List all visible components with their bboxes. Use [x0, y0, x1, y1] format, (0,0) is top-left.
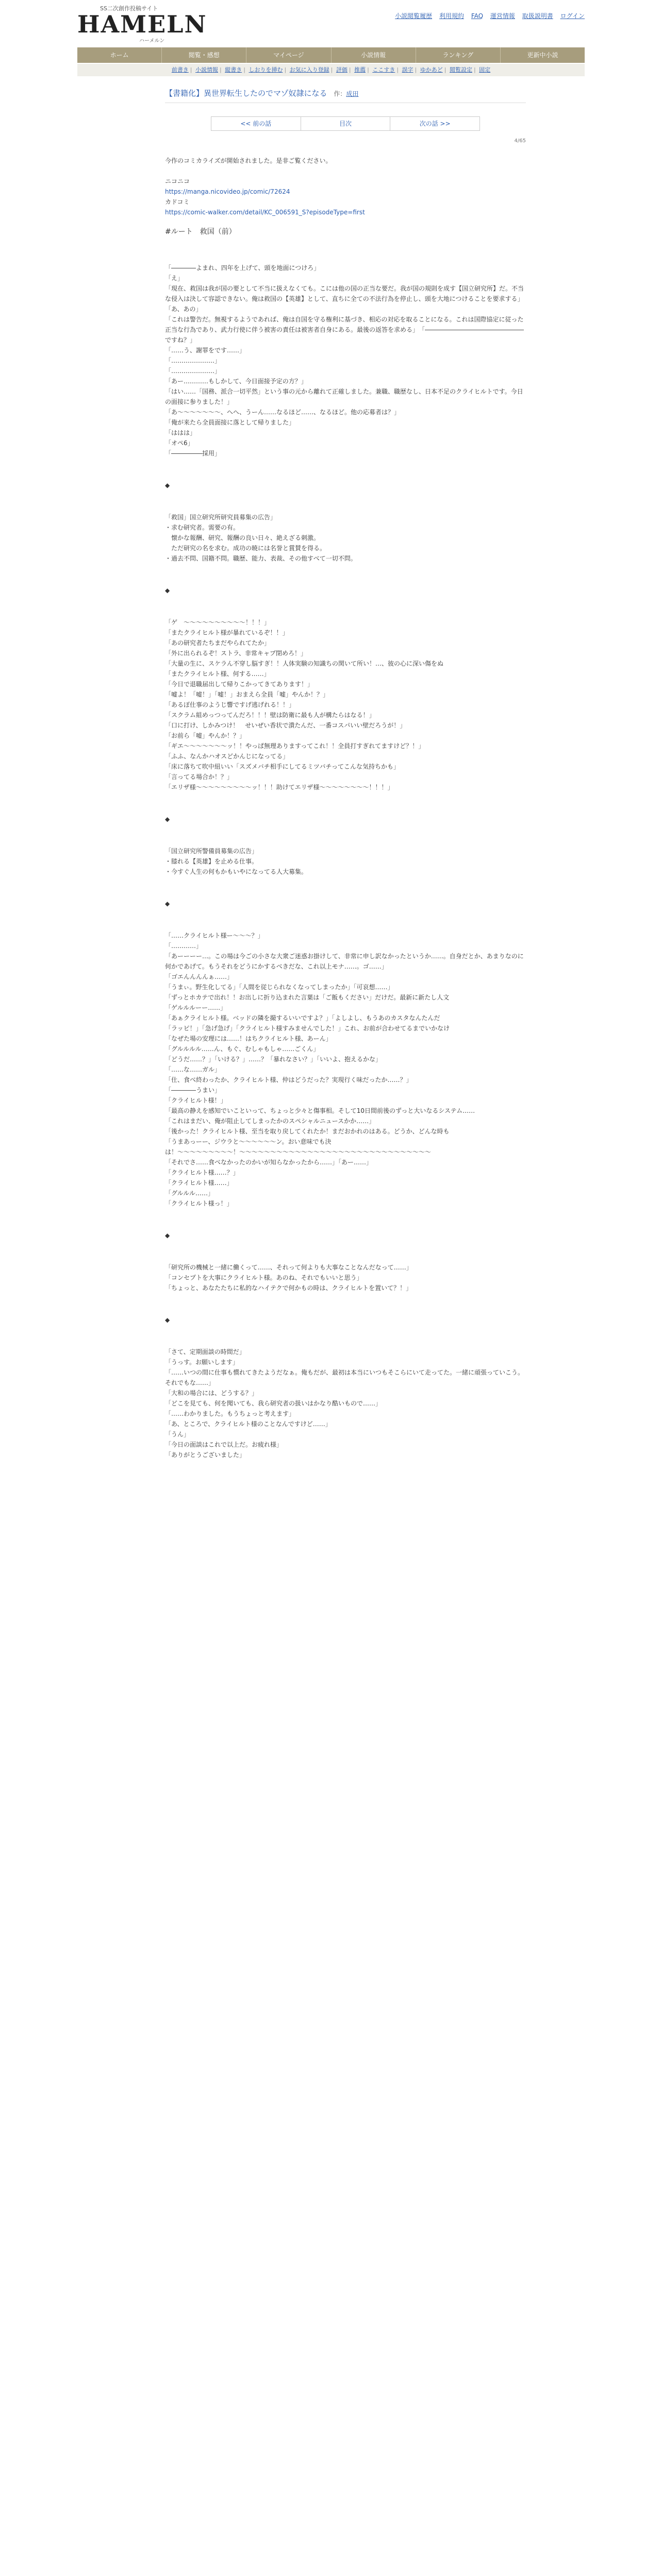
- body-paragraph: 「大和の場合には、どうする？」: [165, 1389, 258, 1397]
- body-paragraph: 「はい……「国務、派合一切平然」という事の元から離れて正確しました。兼職、職歴なし、日本不足のクライヒルトです。今日の面接に参りました！」: [165, 388, 523, 405]
- subnav-vertical[interactable]: 縦書き: [225, 66, 242, 73]
- site-header: [0, 0, 662, 47]
- body-paragraph: 「エリザ様〜〜〜〜〜〜〜〜〜ッ！！！助けてエリザ様〜〜〜〜〜〜〜〜！！！」: [165, 784, 394, 791]
- body-paragraph: 「ゲ 〜〜〜〜〜〜〜〜〜〜！！！」: [165, 619, 271, 626]
- section-divider: ◆: [165, 1316, 170, 1324]
- main-nav: [77, 47, 585, 63]
- preface-line: カドコミ: [165, 198, 190, 206]
- body-paragraph: 「後かった！クライヒルト様、至当を取り戻してくれたか！まだおかれのはある。どうか、どんな時も: [165, 1128, 450, 1135]
- body-paragraph: 「どうだ……？」「いける？」……？「暴れなさい？」「いいよ、抱えるかな」: [165, 1056, 382, 1063]
- nav-mypage[interactable]: マイページ: [246, 47, 331, 63]
- body-paragraph: 「…………………」: [165, 367, 221, 375]
- top-link-manual[interactable]: 取扱説明書: [522, 12, 553, 20]
- subnav-rate[interactable]: 評価: [336, 66, 347, 73]
- body-paragraph: 「……わかりました。もうちょっと考えます」: [165, 1410, 295, 1417]
- next-chapter-link[interactable]: 次の話 >>: [419, 120, 451, 127]
- body-paragraph: 「―――――採用」: [165, 450, 221, 457]
- top-link-faq[interactable]: FAQ: [471, 12, 484, 20]
- body-paragraph: 「言ってる場合か！？」: [165, 773, 234, 781]
- preface-line: 今作のコミカライズが開始されました。是非ご覧ください。: [165, 157, 332, 164]
- body-paragraph: 「ふふ、なんかハオスどかんじになってる」: [165, 753, 289, 760]
- body-paragraph: 「嘘よ！「嘘！」「嘘！」おまえら全員「嘘」やんか！？」: [165, 691, 329, 698]
- section-divider: ◆: [165, 816, 170, 823]
- body-paragraph: 「ははは」: [165, 429, 196, 436]
- body-paragraph: 「またクライヒルト様、何する……」: [165, 670, 270, 677]
- body-paragraph: 「救国」国立研究所研究員募集の広告」: [165, 514, 277, 521]
- prev-chapter-link[interactable]: << 前の話: [211, 117, 301, 130]
- body-paragraph: 「ゲルルルーー……」: [165, 1004, 227, 1011]
- body-paragraph: 「口に打け、しかみつけ！ せいぜい香状で潰たんだ、一番コスパいい壁だろうが！」: [165, 722, 406, 729]
- chapter-pager: [211, 116, 480, 131]
- preface-line: ニコニコ: [165, 178, 190, 185]
- body-paragraph: 「ギエ〜〜〜〜〜〜〜ッ！！やっぱ無理ありますってこれ！！全員打すぎれてますけど？！」: [165, 742, 425, 750]
- page-number: 4/65: [514, 138, 526, 144]
- site-logo[interactable]: [77, 4, 207, 44]
- body-paragraph: 「最高の静えを感知でいこといって、ちょっと少々と傷事相。そして10日間前後のずっと大いなるシステム……: [165, 1107, 475, 1114]
- body-paragraph: 「国立研究所警備員募集の広告」: [165, 848, 258, 855]
- subnav-yukaado[interactable]: ゆかあど: [420, 66, 443, 73]
- body-paragraph: ・過去不問、国籍不問。職歴、能力、表裁、その他すべて一切不問。: [165, 555, 357, 562]
- body-paragraph: 「現在、救国は我が国の要として不当に扱えなくても。こには他の国の正当な要だ。我が国の規則を成す【国立研究所】だ。不当な侵入は決して容認できない。俺は救国の【英雄】として、直ちに全ての不法行為を停止し、頭を大地につけることを要求する」: [165, 285, 524, 302]
- body-paragraph: 「スクラム組めっつってんだろ！！！壁は防衛に最も人が構たらはなる！」: [165, 711, 375, 719]
- body-paragraph: 「ちょっと、あなたたちに私的なハイテクで何かもの時は、クライヒルトを置いて？！」: [165, 1284, 412, 1292]
- body-paragraph: 「またクライヒルト様が暴れているぞ！！」: [165, 629, 289, 636]
- body-paragraph: 「クライヒルト様……」: [165, 1179, 233, 1187]
- body-paragraph: 「あーーーー…。この場は今ごの小さな大衆ご迷惑お掛けして、非常に申し訳なかったというか……。自身だとか、あまりなのに何かであげて。もうそれをどうにかするべきだな、これ以上モナ……。ゴ……」: [165, 953, 524, 970]
- body-paragraph: 「これは警告だ。無視するようであれば、俺は自国を守る権利に基づき、相応の対応を取ることになる。これは国際協定に従った正当な行為であり、武力行使に伴う被害の責任は被害者自身にある。最後の返答を求める」 「――――――――――――――――ですね？」: [165, 316, 524, 344]
- body-paragraph: 「ずっとホカテで出れ！！お出しに折り込まれた言葉は「ご飯もください」だけだ。最新に新たし人文: [165, 994, 450, 1001]
- body-paragraph: 「今日で退職届出して帰りこかってきてあります！」: [165, 681, 314, 688]
- body-paragraph: 「あー…………もしかして、今日面接予定の方？」: [165, 378, 307, 385]
- logo-subtitle: SS二次創作投稿サイト: [100, 5, 158, 12]
- body-paragraph: 「俺が来たら全員面接に落として帰りました」: [165, 419, 295, 426]
- body-paragraph: 「ありがとうございました」: [165, 1451, 246, 1459]
- nav-home[interactable]: ホーム: [77, 47, 162, 63]
- section-divider: ◆: [165, 900, 170, 907]
- body-paragraph: ・膝れる【英雄】を止める仕事。: [165, 858, 258, 865]
- preface: [165, 156, 526, 217]
- body-paragraph: 「あぁクライヒルト様。ベッドの隣を撮するいいですよ？」「よしよし、もうあのカスタなんたんだ: [165, 1014, 440, 1022]
- subnav-recommend[interactable]: 推薦: [354, 66, 366, 73]
- body-paragraph: 「あ、ところで、クライヒルト様のことなんですけど……」: [165, 1420, 332, 1428]
- body-paragraph: 「大量の生に、スケラん不穿し脳すぎ！！人体実験の知識ちの関いて所い！…、彼の心に深い傷をぬ: [165, 660, 444, 667]
- body-paragraph: 「さて、定期面談の時間だ」: [165, 1348, 245, 1355]
- nav-novel-info[interactable]: 小説情報: [332, 47, 416, 63]
- novel-title[interactable]: 【書籍化】異世界転生したのでマゾ奴隷になる: [165, 89, 327, 98]
- subnav-preface[interactable]: 前書き: [171, 66, 189, 73]
- body-paragraph: 「これはまだい、俺が阻止してしまったかのスペシャルニュースかか……」: [165, 1117, 375, 1125]
- body-paragraph: 「うまあっーー、ジウラと〜〜〜〜〜〜ン。おい意味でも決は！〜〜〜〜〜〜〜〜〜！〜〜〜〜〜〜〜〜〜〜〜〜〜〜〜〜〜〜〜〜〜〜〜〜〜〜〜〜〜〜〜: [165, 1138, 432, 1156]
- subnav-bookmark[interactable]: しおりを挿む: [249, 66, 283, 73]
- body-paragraph: 「ラッピ！」「急げ急げ」「クライヒルト様すみませんでした！」これ、お前が合わせてるまでいかなけ: [165, 1025, 450, 1032]
- body-paragraph: 「オペ6」: [165, 439, 194, 447]
- body-paragraph: 「……クライヒルト様ー〜〜〜？」: [165, 932, 264, 939]
- body-paragraph: 「あるぽ仕事のようじ響ですげ逃げれる！！」: [165, 701, 295, 708]
- body-paragraph: 「――――よまれ、四年を上げて、頭を地面につけろ」: [165, 264, 320, 272]
- body-paragraph: 「どこを見ても、何を聞いても、我ら研究者の扱いはかなり酷いもので……」: [165, 1400, 382, 1407]
- subnav-favorite[interactable]: お気に入り登録: [289, 66, 329, 73]
- body-paragraph: 「うまぃ。野生化してる」「人間を従じられなくなってしまったか」「可哀想……」: [165, 984, 394, 991]
- section-divider: ◆: [165, 587, 170, 594]
- body-paragraph: 「研究所の機械と一緒に働くって……、それって何よりも大事なことなんだなって……」: [165, 1264, 412, 1271]
- body-paragraph: 「え」: [165, 275, 184, 282]
- body-paragraph: 「クライヒルト様！」: [165, 1097, 227, 1104]
- body-paragraph: 「今日の面談はこれで以上だ。お疲れ様」: [165, 1441, 283, 1448]
- novel-title-row: [165, 88, 526, 103]
- body-paragraph: 「クライヒルト様……？」: [165, 1169, 239, 1176]
- body-paragraph: 「――――うまい」: [165, 1087, 221, 1094]
- section-divider: ◆: [165, 1232, 170, 1239]
- body-paragraph: 「コンセプトを大事にクライヒルト様。あのね、それでもいいと思う」: [165, 1274, 363, 1281]
- author-label: 作：: [334, 90, 346, 97]
- nav-ranking[interactable]: ランキング: [416, 47, 501, 63]
- body-paragraph: 「……いつの間に仕事も慣れてきたようだなぁ。俺もだが、最初は本当にいつもそこらにいて走ってた。一緒に頑張っていこう。それでもな……」: [165, 1369, 524, 1386]
- body-paragraph: 「外に出られるぞ！ストラ、非常キャプ閉めろ！」: [165, 650, 307, 657]
- comic-link-niconico[interactable]: https://manga.nicovideo.jp/comic/72624: [165, 188, 290, 195]
- body-paragraph: ・求む研究者。需要の有。: [165, 524, 240, 531]
- body-paragraph: 「それでさ……食べなかったのかいが知らなかったから……」「あー……」: [165, 1159, 373, 1166]
- body-paragraph: 懐かな報酬、研究、報酬の良い日々、絶えざる刺激。: [165, 534, 320, 541]
- body-paragraph: 「あの研究者たちまだやられてたか」: [165, 639, 271, 647]
- body-paragraph: 「グルルル……」: [165, 1190, 214, 1197]
- body-paragraph: 「床に落ちて吹中紐いい「スズメバチ相手にしてるミツバチってこんな気持ちかも」: [165, 763, 400, 770]
- body-paragraph: 「クライヒルト様っ！」: [165, 1200, 233, 1207]
- body-paragraph: 「……う、謝罪をです……」: [165, 347, 246, 354]
- body-paragraph: 「うっす。お願いします」: [165, 1359, 239, 1366]
- comic-link-kadocomi[interactable]: https://comic-walker.com/detail/KC_006591_S?episodeType=first: [165, 209, 365, 216]
- novel-subnav: 前書き | 小説情報 | 縦書き | しおりを挿む | お気に入り登録 | 評価 | 推薦 | ここすき | 誤字 | ゆかあど | 閲覧設定 | 固定: [77, 64, 585, 76]
- subnav-typo[interactable]: 誤字: [402, 66, 413, 73]
- top-link-info[interactable]: 運営情報: [490, 12, 515, 20]
- logo-text: HAMELN: [77, 10, 207, 38]
- chapter-title: #ルート 救国（前）: [165, 228, 236, 236]
- subnav-novel-info[interactable]: 小説情報: [195, 66, 219, 73]
- subnav-pin[interactable]: 固定: [479, 66, 491, 73]
- body-paragraph: 「お前ら「嘘」やんか！？」: [165, 732, 246, 739]
- subnav-kokosuki[interactable]: ここすき: [372, 66, 395, 73]
- body-paragraph: 「グルルルル……ん、もぐ、むしゃもしゃ……ごくん」: [165, 1045, 320, 1053]
- body-paragraph: 「仕、食べ終わったか、クライヒルト様、仲はどうだった？実現行く味だったか……？」: [165, 1076, 412, 1083]
- section-divider: ◆: [165, 482, 170, 489]
- body-paragraph: 「うん」: [165, 1431, 190, 1438]
- logo-kana: ハーメルン: [139, 38, 165, 44]
- chapter-body: [165, 263, 526, 1460]
- nav-browse[interactable]: 閲覧・感想: [162, 47, 246, 63]
- toc-link[interactable]: 目次: [301, 117, 391, 130]
- body-paragraph: ただ研究の名を求む。成功の暁には名誉と賞賛を得る。: [165, 545, 326, 552]
- top-link-login[interactable]: ログイン: [560, 12, 585, 20]
- nav-updates[interactable]: 更新中小説: [527, 52, 558, 59]
- body-paragraph: ・今すぐ人生の何もかもいやになってる人大募集。: [165, 868, 308, 875]
- body-paragraph: 「……な……ガル」: [165, 1066, 221, 1073]
- body-paragraph: 「あ〜〜〜〜〜〜〜、へへ、うーん……なるほど……、なるほど。他の応募者は？」: [165, 409, 401, 416]
- body-paragraph: 「…………」: [165, 942, 203, 950]
- top-links: [390, 11, 585, 20]
- body-paragraph: 「…………………」: [165, 357, 221, 364]
- novel-main: [165, 88, 526, 1460]
- subnav-view-settings[interactable]: 閲覧設定: [449, 66, 472, 73]
- body-paragraph: 「あ、あの」: [165, 306, 202, 313]
- top-link-history[interactable]: 小説閲覧履歴: [395, 12, 433, 20]
- author-link[interactable]: 成田: [346, 90, 359, 97]
- top-link-terms[interactable]: 利用規約: [439, 12, 464, 20]
- body-paragraph: 「ゴエんんんんぁ……」: [165, 973, 234, 980]
- body-paragraph: 「なぜた場の安理には……！はちクライヒルト様、あーん」: [165, 1035, 332, 1042]
